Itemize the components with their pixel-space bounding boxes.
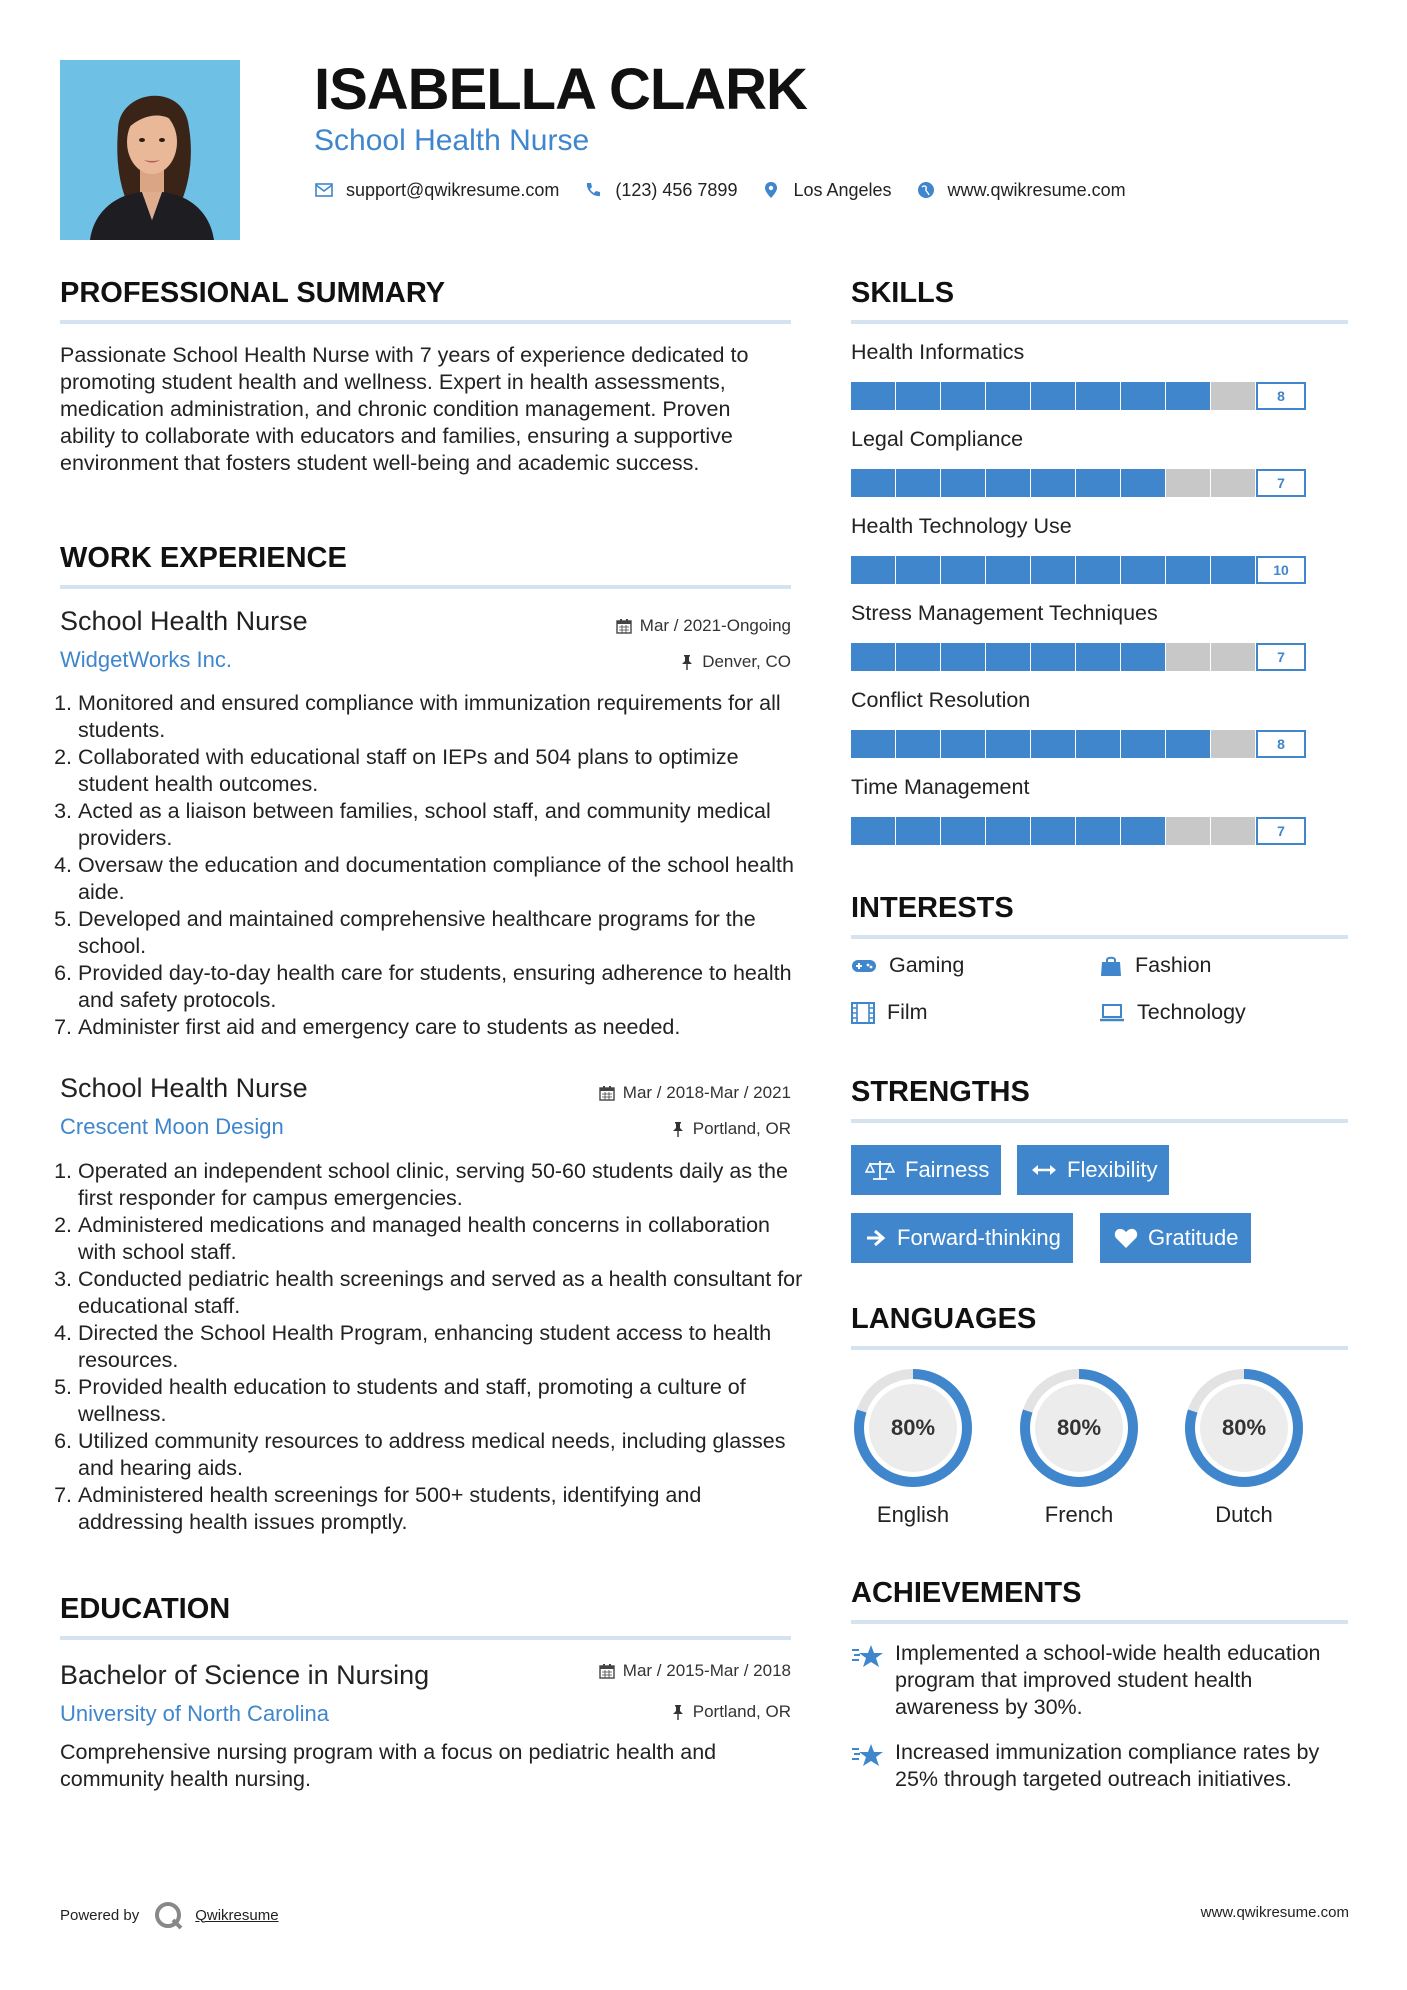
contact-email[interactable]: support@qwikresume.com [346, 179, 560, 200]
list-item: 5. Provided health education to students and staff, promoting a culture of wellness. [78, 1374, 809, 1428]
skill-name: Legal Compliance [851, 427, 1024, 451]
job-dates [616, 616, 791, 636]
job-duties-list [60, 690, 809, 1041]
calendar-icon [616, 618, 632, 634]
skill-bar-segment [986, 382, 1031, 410]
skill-bar [851, 817, 1347, 845]
skill-bar [851, 643, 1347, 671]
brand-link[interactable]: Qwikresume [195, 1906, 279, 1924]
skill-bar-segment [986, 730, 1031, 758]
education-description: Comprehensive nursing program with a focus on pediatric health and community health nursing. [60, 1740, 717, 1791]
skill-bar-segment [1031, 556, 1076, 584]
list-item: 6. Utilized community resources to address medical needs, including glasses and hearing aids. [78, 1428, 809, 1482]
pushpin-icon [671, 1704, 685, 1720]
job-location-text: Portland, OR [692, 1119, 791, 1138]
language-percent: 80% [890, 1415, 936, 1440]
achievement-text: Implemented a school-wide health education program that improved student health awareness by 30%. [895, 1641, 1321, 1719]
skill-bar-segment [851, 730, 896, 758]
skill-level-badge: 7 [1256, 643, 1306, 671]
interest-label: Gaming [889, 953, 965, 977]
phone-icon [583, 180, 603, 200]
strength-label: Gratitude [1148, 1225, 1239, 1250]
job-title: School Health Nurse [60, 606, 308, 636]
pushpin-icon [671, 1121, 685, 1137]
skill-bar-segment [1121, 643, 1166, 671]
star-badge-icon [851, 1741, 885, 1769]
list-item: 1. Operated an independent school clinic, serving 50-60 students daily as the first responder for campus emergencies. [78, 1158, 809, 1212]
skill-bar-segment [1211, 817, 1256, 845]
list-item: 2. Administered medications and managed health concerns in collaboration with school staff. [78, 1212, 809, 1266]
skill-bar-segment [1121, 730, 1166, 758]
footer-powered-by [60, 1900, 279, 1930]
skill-bar-segment [1076, 556, 1121, 584]
skill-bar-segment [1166, 643, 1211, 671]
contact-phone[interactable]: (123) 456 7899 [615, 179, 738, 200]
skill-bar-segment [1211, 730, 1256, 758]
skills-divider [851, 320, 1348, 324]
skill-bar-segment [941, 382, 986, 410]
summary-heading: PROFESSIONAL SUMMARY [60, 277, 446, 309]
list-item: 2. Collaborated with educational staff on IEPs and 504 plans to optimize student health outcomes. [78, 744, 809, 798]
skill-bar-segment [941, 730, 986, 758]
skill-bar-segment [1166, 469, 1211, 497]
skill-bar-segment [896, 382, 941, 410]
star-badge-icon [851, 1642, 885, 1670]
skill-bar-segment [1121, 556, 1166, 584]
skill-bar-segment [1121, 382, 1166, 410]
arrows-horizontal-icon [1031, 1162, 1057, 1178]
list-item: 1. Monitored and ensured compliance with immunization requirements for all students. [78, 690, 809, 744]
skill-bar-segment [1076, 730, 1121, 758]
globe-icon [916, 180, 936, 200]
achievements-heading: ACHIEVEMENTS [851, 1577, 1082, 1609]
skill-bar-segment [1121, 817, 1166, 845]
skill-bar-segment [986, 469, 1031, 497]
shopping-bag-icon [1099, 955, 1123, 977]
interest-label: Fashion [1135, 953, 1212, 977]
language-ring [1182, 1366, 1306, 1490]
avatar [60, 60, 240, 240]
skill-bar-segment [1211, 556, 1256, 584]
list-item: 5. Developed and maintained comprehensive healthcare programs for the school. [78, 906, 809, 960]
skill-bar-segment [1076, 817, 1121, 845]
language-name: Dutch [1215, 1502, 1273, 1527]
strength-fairness [851, 1145, 1001, 1195]
achievement-item [851, 1739, 1348, 1793]
skill-name: Time Management [851, 775, 1030, 799]
job-company[interactable]: Crescent Moon Design [60, 1114, 284, 1139]
skill-bar-segment [1166, 556, 1211, 584]
skill-level-badge: 7 [1256, 817, 1306, 845]
skill-bar-segment [1031, 817, 1076, 845]
skill-bar-segment [1211, 643, 1256, 671]
skill-bar-segment [1031, 643, 1076, 671]
interest-technology [1099, 1000, 1246, 1025]
job-title: School Health Nurse [60, 1073, 308, 1103]
education-dates [599, 1661, 791, 1681]
interests-heading: INTERESTS [851, 892, 1014, 924]
school-name[interactable]: University of North Carolina [60, 1701, 329, 1726]
interests-divider [851, 935, 1348, 939]
skill-bar-segment [986, 817, 1031, 845]
skill-bar-segment [1121, 469, 1166, 497]
list-item: 3. Conducted pediatric health screenings and served as a health consultant for educational staff. [78, 1266, 809, 1320]
skill-bar-segment [1211, 382, 1256, 410]
strengths-divider [851, 1119, 1348, 1123]
languages-heading: LANGUAGES [851, 1303, 1037, 1335]
interest-label: Technology [1137, 1000, 1246, 1024]
job-location-text: Denver, CO [702, 652, 791, 671]
map-marker-icon [761, 180, 781, 200]
envelope-icon [314, 180, 334, 200]
candidate-name: ISABELLA CLARK [314, 57, 807, 122]
skill-bar-segment [986, 643, 1031, 671]
calendar-icon [599, 1663, 615, 1679]
skill-bar-segment [941, 817, 986, 845]
interest-gaming [851, 953, 964, 978]
skill-bar-segment [851, 382, 896, 410]
education-location-text: Portland, OR [692, 1702, 791, 1721]
list-item: 6. Provided day-to-day health care for students, ensuring adherence to health and safety protocols. [78, 960, 809, 1014]
skill-bar-segment [896, 643, 941, 671]
skill-bar-segment [1166, 730, 1211, 758]
summary-divider [60, 320, 791, 324]
language-ring [851, 1366, 975, 1490]
skill-level-badge: 7 [1256, 469, 1306, 497]
list-item: 4. Oversaw the education and documentation compliance of the school health aide. [78, 852, 809, 906]
skill-name: Health Technology Use [851, 514, 1072, 538]
footer-website[interactable]: www.qwikresume.com [1200, 1904, 1349, 1921]
strengths-heading: STRENGTHS [851, 1076, 1030, 1108]
profile-photo [60, 60, 240, 240]
experience-divider [60, 585, 791, 589]
education-dates-text: Mar / 2015-Mar / 2018 [622, 1661, 791, 1680]
skill-bar-segment [1076, 469, 1121, 497]
powered-by-text: Powered by [60, 1906, 140, 1924]
language-percent: 80% [1221, 1415, 1267, 1440]
contact-location: Los Angeles [793, 179, 892, 200]
contact-website[interactable]: www.qwikresume.com [947, 179, 1126, 200]
language-ring [1017, 1366, 1141, 1490]
skill-bar-segment [851, 469, 896, 497]
contact-bar [314, 178, 1150, 202]
skill-level-badge: 8 [1256, 730, 1306, 758]
arrow-right-icon [865, 1228, 887, 1248]
laptop-icon [1099, 1003, 1125, 1023]
strength-flexibility [1017, 1145, 1169, 1195]
education-divider [60, 1636, 791, 1640]
skill-bar-segment [896, 556, 941, 584]
strength-gratitude [1100, 1213, 1251, 1263]
gamepad-icon [851, 958, 877, 974]
job-company[interactable]: WidgetWorks Inc. [60, 647, 232, 672]
education-heading: EDUCATION [60, 1593, 231, 1625]
language-name: French [1044, 1502, 1114, 1527]
language-name: English [876, 1502, 950, 1527]
list-item: 7. Administered health screenings for 500+ students, identifying and addressing health issues promptly. [78, 1482, 809, 1536]
pushpin-icon [680, 654, 694, 670]
job-dates [599, 1083, 791, 1103]
skill-bar-segment [1031, 469, 1076, 497]
film-icon [851, 1002, 875, 1024]
interest-film [851, 1000, 928, 1025]
languages-divider [851, 1346, 1348, 1350]
job-location [680, 652, 791, 672]
experience-heading: WORK EXPERIENCE [60, 542, 347, 574]
degree-title: Bachelor of Science in Nursing [60, 1660, 430, 1690]
skill-bar [851, 730, 1347, 758]
skill-bar-segment [1076, 643, 1121, 671]
skill-name: Conflict Resolution [851, 688, 1031, 712]
job-duties-list [60, 1158, 809, 1536]
skill-bar [851, 556, 1347, 584]
skill-bar-segment [1031, 730, 1076, 758]
achievement-item [851, 1640, 1348, 1721]
skill-bar-segment [1166, 817, 1211, 845]
language-percent: 80% [1056, 1415, 1102, 1440]
strength-forward-thinking [851, 1213, 1073, 1263]
skill-bar-segment [1076, 382, 1121, 410]
candidate-title: School Health Nurse [314, 124, 590, 157]
list-item: 3. Acted as a liaison between families, school staff, and community medical providers. [78, 798, 809, 852]
skill-name: Health Informatics [851, 340, 1025, 364]
summary-text: Passionate School Health Nurse with 7 years of experience dedicated to promoting student health and wellness. Expert in health assessments, medication administration, and chronic condition management. Proven ability to collaborate with educators and families, ensuring a supportive environment that fosters student well-being and academic success. [60, 343, 749, 475]
skill-bar [851, 382, 1347, 410]
skill-bar-segment [1211, 469, 1256, 497]
skill-level-badge: 10 [1256, 556, 1306, 584]
skill-bar-segment [851, 643, 896, 671]
heart-icon [1114, 1227, 1138, 1249]
skill-bar [851, 469, 1347, 497]
education-location [671, 1702, 791, 1722]
job-dates-text: Mar / 2021-Ongoing [639, 616, 791, 635]
skill-bar-segment [896, 817, 941, 845]
skills-heading: SKILLS [851, 277, 955, 309]
job-dates-text: Mar / 2018-Mar / 2021 [622, 1083, 791, 1102]
skill-bar-segment [1166, 382, 1211, 410]
skill-bar-segment [941, 469, 986, 497]
strength-label: Flexibility [1067, 1157, 1158, 1182]
skill-bar-segment [941, 643, 986, 671]
skill-bar-segment [851, 556, 896, 584]
strength-label: Fairness [905, 1157, 990, 1182]
job-location [671, 1119, 791, 1139]
interest-label: Film [887, 1000, 928, 1024]
calendar-icon [599, 1085, 615, 1101]
skill-bar-segment [941, 556, 986, 584]
skill-level-badge: 8 [1256, 382, 1306, 410]
qwikresume-logo-icon [153, 1900, 185, 1930]
strength-label: Forward-thinking [897, 1225, 1061, 1250]
interest-fashion [1099, 953, 1212, 978]
list-item: 4. Directed the School Health Program, enhancing student access to health resources. [78, 1320, 809, 1374]
list-item: 7. Administer first aid and emergency care to students as needed. [78, 1014, 809, 1041]
achievement-text: Increased immunization compliance rates by 25% through targeted outreach initiatives. [895, 1740, 1320, 1791]
balance-scale-icon [865, 1159, 895, 1181]
skill-name: Stress Management Techniques [851, 601, 1158, 625]
skill-bar-segment [896, 469, 941, 497]
skill-bar-segment [896, 730, 941, 758]
skill-bar-segment [851, 817, 896, 845]
achievements-divider [851, 1620, 1348, 1624]
skill-bar-segment [986, 556, 1031, 584]
skill-bar-segment [1031, 382, 1076, 410]
